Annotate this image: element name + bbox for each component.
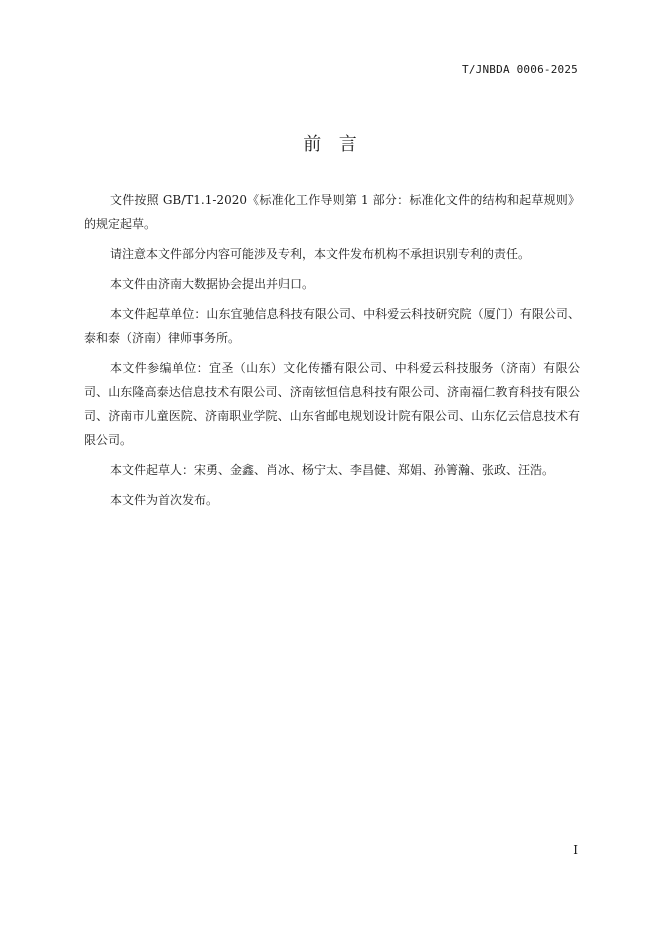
paragraph-drafters: 本文件起草人：宋勇、金鑫、肖冰、杨宁太、李昌健、郑娟、孙箐瀚、张政、汪浩。 bbox=[110, 463, 555, 477]
paragraph-participating-units: 本文件参编单位：宜圣（山东）文化传播有限公司、中科爱云科技服务（济南）有限公司、山东隆高泰达信息技术有限公司、济南铉恒信息科技有限公司、济南福仁教育科技有限公司、济南市儿童医院、济南职业学院、山东省邮电规划设计院有限公司、山东亿云信息技术有限公司。 bbox=[84, 361, 580, 447]
page-number: I bbox=[573, 843, 578, 857]
page-title: 前 言 bbox=[303, 134, 359, 155]
document-code: T/JNBDA 0006-2025 bbox=[462, 63, 578, 76]
paragraph-patent-notice: 请注意本文件部分内容可能涉及专利，本文件发布机构不承担识别专利的责任。 bbox=[110, 247, 531, 261]
paragraph-first-release: 本文件为首次发布。 bbox=[110, 493, 219, 507]
paragraph-drafting-units: 本文件起草单位：山东宜驰信息科技有限公司、中科爱云科技研究院（厦门）有限公司、泰和泰（济南）律师事务所。 bbox=[84, 307, 580, 345]
paragraph-proposer: 本文件由济南大数据协会提出并归口。 bbox=[110, 277, 315, 291]
foreword-body bbox=[84, 188, 580, 518]
paragraph-drafting-rules: 文件按照 GB/T1.1-2020《标准化工作导则第 1 部分：标准化文件的结构和起草规则》的规定起草。 bbox=[84, 193, 580, 231]
